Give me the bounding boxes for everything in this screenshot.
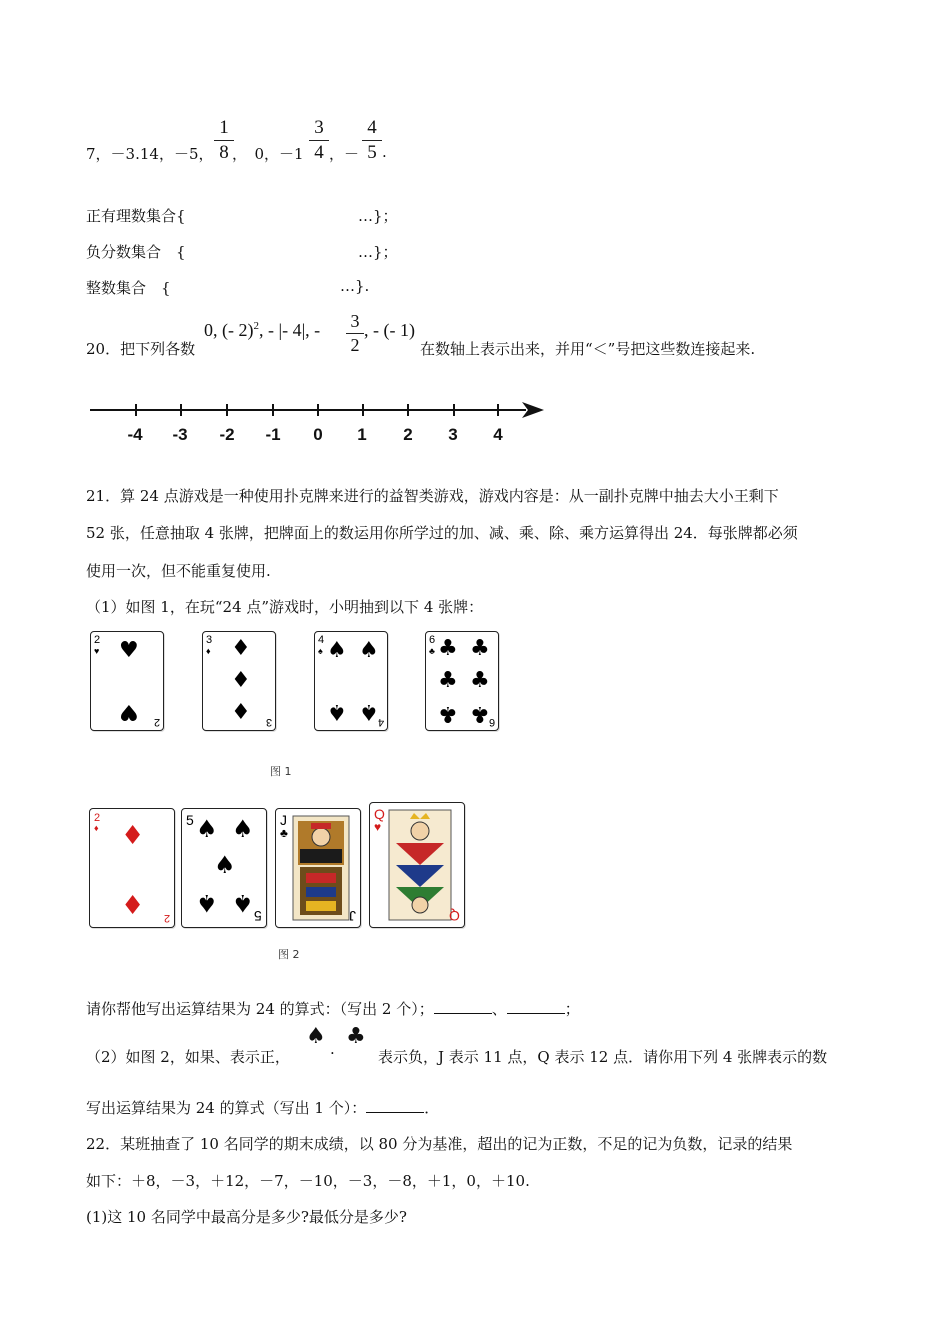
q20-fraction-3-2 bbox=[346, 312, 364, 354]
card-queen-hearts bbox=[369, 802, 465, 928]
axis-label: 1 bbox=[357, 425, 367, 444]
q19-numbers-c: ，－ bbox=[329, 145, 360, 163]
spade-icon: ♠ bbox=[232, 815, 254, 843]
tick-mark bbox=[497, 404, 499, 416]
positive-rational-set-end: …}； bbox=[358, 207, 398, 225]
negative-fraction-set-label: 负分数集合 { bbox=[86, 243, 186, 261]
q20-expr-b-text: , - |- 4|, - bbox=[258, 320, 321, 340]
club-icon: ♣ bbox=[470, 701, 490, 726]
card-rank: 3 bbox=[206, 634, 213, 646]
q21-ask1 bbox=[86, 998, 580, 1019]
q20-prefix: 20．把下列各数 bbox=[86, 340, 196, 358]
fraction-bar bbox=[214, 140, 234, 141]
card-rank: Q bbox=[374, 806, 385, 822]
fraction-denominator: 2 bbox=[350, 335, 360, 355]
card-rank: 2 bbox=[94, 634, 101, 646]
diamond-icon: ♦ bbox=[121, 891, 145, 921]
spade-icon: ♠ bbox=[306, 1024, 326, 1049]
axis-label: 0 bbox=[313, 425, 323, 444]
axis-label: -3 bbox=[172, 425, 188, 444]
q22-line1: 22．某班抽查了 10 名同学的期末成绩，以 80 分为基准，超出的记为正数，不足的记为负数，记录的结果 bbox=[86, 1135, 793, 1153]
q19-fraction-1-8 bbox=[214, 118, 234, 162]
part2-dot: . bbox=[330, 1040, 335, 1058]
q21-line1: 21．算 24 点游戏是一种使用扑克牌来进行的益智类游戏，游戏内容是：从一副扑克牌中抽去大小王剩下 bbox=[86, 487, 779, 505]
card-rank: 2 bbox=[153, 716, 160, 728]
card-rank: 2 bbox=[94, 812, 101, 824]
card-corner-suit: ♣ bbox=[280, 826, 288, 840]
tick-mark bbox=[362, 404, 364, 416]
q22-line3: (1)这 10 名同学中最高分是多少?最低分是多少? bbox=[86, 1208, 407, 1226]
positive-rational-set-label: 正有理数集合{ bbox=[86, 207, 186, 225]
club-icon: ♣ bbox=[470, 668, 490, 693]
integer-set-label: 整数集合 { bbox=[86, 279, 171, 297]
jack-face-illustration bbox=[292, 815, 350, 921]
fraction-denominator: 8 bbox=[219, 142, 229, 163]
card-corner-suit: ♥ bbox=[374, 820, 382, 834]
card-2-diamonds bbox=[89, 808, 175, 928]
spade-icon: ♠ bbox=[359, 699, 379, 724]
q21-part2-line2 bbox=[86, 1097, 439, 1118]
tick-mark bbox=[317, 404, 319, 416]
card-3-diamonds bbox=[202, 631, 276, 731]
q21-part2-line2-text: 写出运算结果为 24 的算式（写出 1 个）： bbox=[86, 1099, 367, 1117]
tick-mark bbox=[272, 404, 274, 416]
axis-label: 3 bbox=[448, 425, 458, 444]
card-rank: J bbox=[280, 812, 287, 828]
answer-blank-3[interactable] bbox=[366, 1098, 424, 1113]
figure-1-caption: 图 1 bbox=[270, 765, 292, 778]
fraction-numerator: 4 bbox=[367, 117, 377, 138]
spade-icon: ♠ bbox=[232, 889, 254, 917]
card-corner-suit: ♠ bbox=[318, 646, 323, 656]
integer-set-end: …}. bbox=[340, 277, 370, 295]
card-rank: 4 bbox=[318, 634, 325, 646]
q19-fraction-4-5 bbox=[362, 118, 382, 162]
club-icon: ♣ bbox=[346, 1024, 366, 1049]
card-rank: 5 bbox=[254, 908, 262, 924]
number-line bbox=[90, 409, 526, 411]
tick-mark bbox=[135, 404, 137, 416]
card-4-spades bbox=[314, 631, 388, 731]
card-rank: 6 bbox=[488, 716, 495, 728]
fraction-bar bbox=[346, 333, 364, 334]
spade-icon: ♠ bbox=[359, 638, 379, 663]
q20-expr-a-text: 0, (- 2) bbox=[204, 320, 254, 340]
card-corner-suit: ♦ bbox=[206, 646, 211, 656]
card-rank: 2 bbox=[163, 912, 170, 924]
q20-expr-a bbox=[204, 320, 320, 341]
fraction-numerator: 3 bbox=[350, 311, 360, 331]
spade-icon: ♠ bbox=[196, 889, 218, 917]
fraction-numerator: 3 bbox=[314, 117, 324, 138]
q20-suffix: 在数轴上表示出来，并用“＜”号把这些数连接起来. bbox=[420, 340, 756, 358]
answer-blank-1[interactable] bbox=[434, 999, 492, 1014]
q21-part2-a: （2）如图 2，如果、表示正， bbox=[86, 1048, 290, 1066]
tick-mark bbox=[407, 404, 409, 416]
queen-face-illustration bbox=[388, 809, 452, 921]
card-rank: 6 bbox=[429, 634, 436, 646]
fraction-bar bbox=[309, 140, 329, 141]
q19-fraction-3-4 bbox=[309, 118, 329, 162]
number-line-arrow-icon bbox=[522, 402, 544, 418]
axis-label: 2 bbox=[403, 425, 413, 444]
diamond-icon: ♦ bbox=[121, 821, 145, 851]
card-6-clubs bbox=[425, 631, 499, 731]
q20-exponent: 2 bbox=[253, 320, 259, 332]
q19-numbers-end: . bbox=[382, 143, 387, 161]
tick-mark bbox=[453, 404, 455, 416]
heart-icon: ♥ bbox=[119, 699, 139, 724]
q19-numbers-a: 7，－3.14，－5， bbox=[86, 145, 214, 163]
answer-blank-2[interactable] bbox=[507, 999, 565, 1014]
card-rank: J bbox=[349, 908, 356, 924]
card-jack-clubs bbox=[275, 808, 361, 928]
card-rank: 4 bbox=[377, 716, 384, 728]
diamond-icon: ♦ bbox=[231, 636, 251, 661]
q20-expr-c: , - (- 1) bbox=[364, 320, 415, 340]
spade-icon: ♠ bbox=[214, 851, 236, 879]
axis-label: 4 bbox=[493, 425, 503, 444]
figure-2-caption: 图 2 bbox=[278, 948, 300, 961]
club-icon: ♣ bbox=[470, 636, 490, 661]
q21-line2: 52 张，任意抽取 4 张牌，把牌面上的数运用你所学过的加、减、乘、除、乘方运算得出 24．每张牌都必须 bbox=[86, 524, 798, 542]
diamond-icon: ♦ bbox=[231, 668, 251, 693]
fraction-bar bbox=[362, 140, 382, 141]
card-rank: 5 bbox=[186, 812, 194, 828]
card-rank: Q bbox=[449, 908, 460, 924]
heart-icon: ♥ bbox=[119, 638, 139, 663]
axis-label: -4 bbox=[127, 425, 143, 444]
club-icon: ♣ bbox=[438, 668, 458, 693]
q21-part2-b: 表示负，J 表示 11 点，Q 表示 12 点．请你用下列 4 张牌表示的数 bbox=[378, 1048, 828, 1066]
q21-ask1-text: 请你帮他写出运算结果为 24 的算式：（写出 2 个）； bbox=[86, 1000, 434, 1018]
q21-part2-end: ． bbox=[424, 1099, 440, 1117]
club-icon: ♣ bbox=[438, 636, 458, 661]
tick-mark bbox=[180, 404, 182, 416]
card-rank: 3 bbox=[265, 716, 272, 728]
card-corner-suit: ♦ bbox=[94, 823, 99, 833]
card-corner-suit: ♣ bbox=[429, 646, 435, 656]
card-corner-suit: ♥ bbox=[94, 646, 100, 656]
q22-line2: 如下：＋8，－3，＋12，－7，－10，－3，－8，＋1，0，＋10. bbox=[86, 1172, 530, 1190]
diamond-icon: ♦ bbox=[231, 700, 251, 725]
spade-icon: ♠ bbox=[327, 638, 347, 663]
card-2-hearts bbox=[90, 631, 164, 731]
fraction-denominator: 5 bbox=[367, 142, 377, 163]
spade-icon: ♠ bbox=[327, 699, 347, 724]
q21-part1: （1）如图 1，在玩“24 点”游戏时，小明抽到以下 4 张牌： bbox=[86, 598, 484, 616]
fraction-denominator: 4 bbox=[314, 142, 324, 163]
q21-line3: 使用一次，但不能重复使用. bbox=[86, 562, 271, 580]
card-5-spades bbox=[181, 808, 267, 928]
axis-label: -1 bbox=[265, 425, 281, 444]
negative-fraction-set-end: …}； bbox=[358, 243, 398, 261]
q21-ask1-end: ； bbox=[564, 1000, 580, 1018]
club-icon: ♣ bbox=[438, 701, 458, 726]
q21-ask1-sep: 、 bbox=[491, 1000, 507, 1018]
spade-icon: ♠ bbox=[196, 815, 218, 843]
q19-numbers-b: ， 0，－1 bbox=[232, 145, 304, 163]
axis-label: -2 bbox=[219, 425, 235, 444]
tick-mark bbox=[226, 404, 228, 416]
fraction-numerator: 1 bbox=[219, 117, 229, 138]
